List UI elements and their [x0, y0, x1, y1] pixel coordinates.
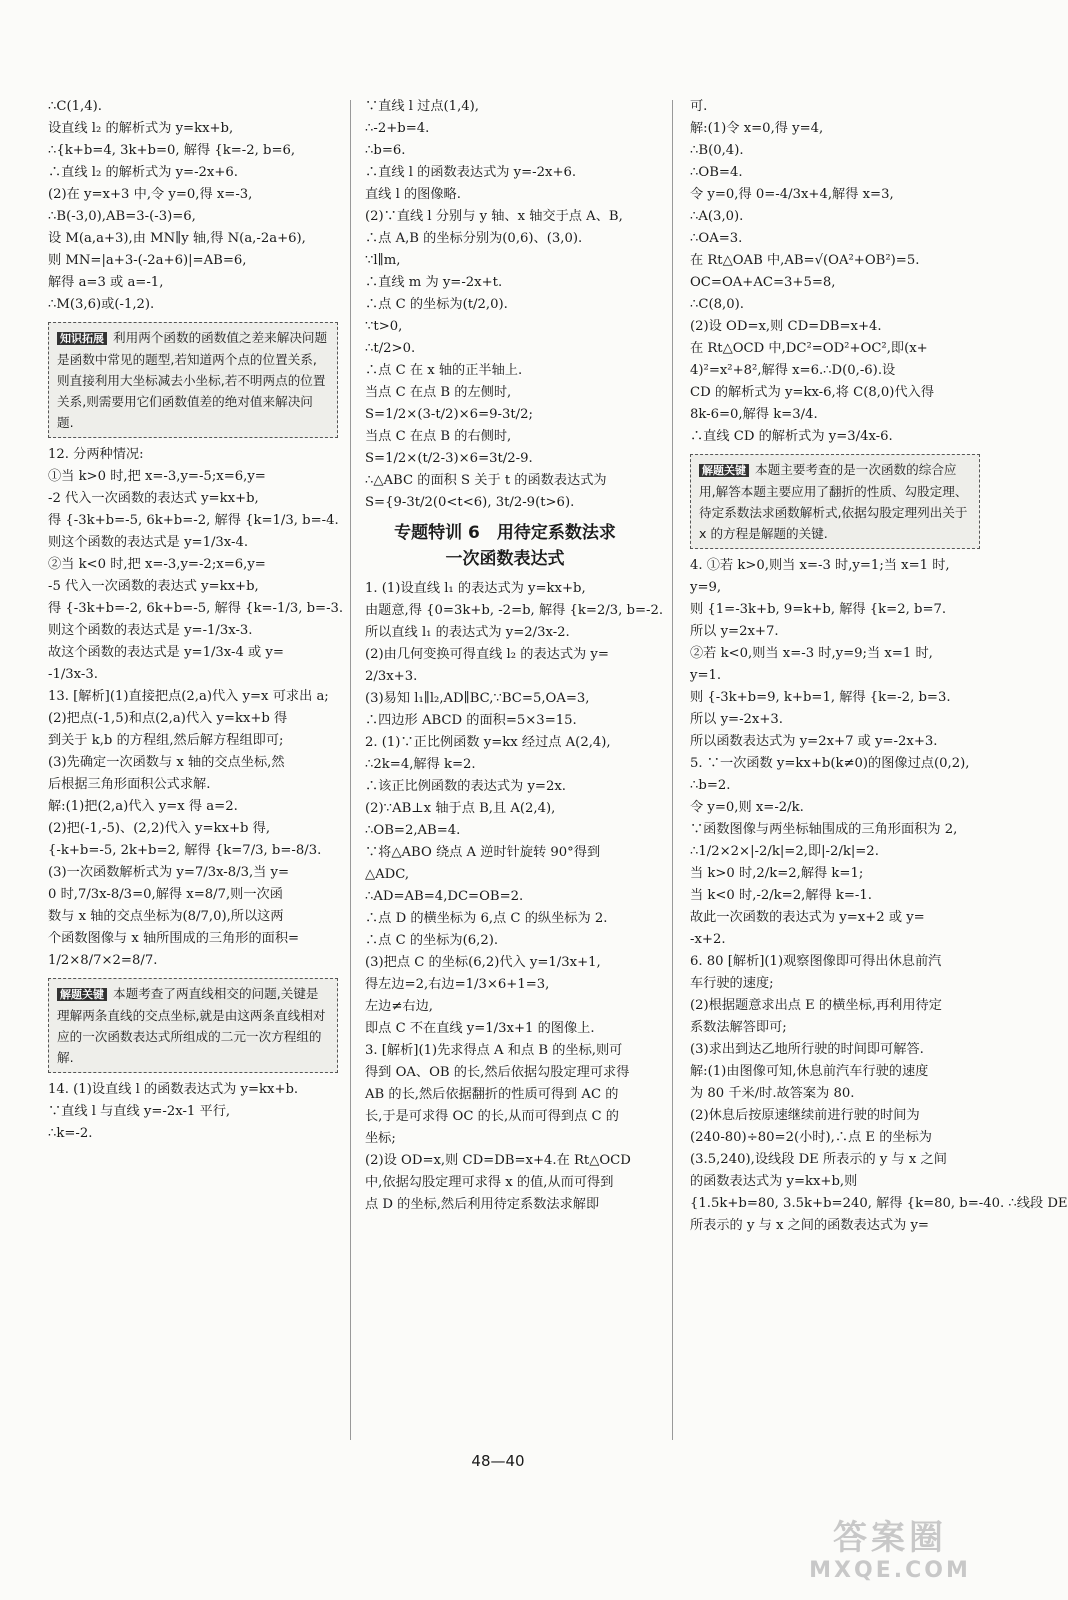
- column-left: [48, 96, 344, 1145]
- text-line: 解:(1)把(2,a)代入 y=x 得 a=2.: [48, 799, 238, 814]
- text-line: 设直线 l₂ 的解析式为 y=kx+b,: [48, 121, 234, 136]
- text-line: 数与 x 轴的交点坐标为(8/7,0),所以这两: [48, 909, 284, 924]
- text-line: -5 代入一次函数的表达式 y=kx+b,: [48, 579, 259, 594]
- text-line: 车行驶的速度;: [690, 976, 774, 991]
- tip-box-key-3: [690, 454, 980, 549]
- text-line: 坐标;: [365, 1131, 396, 1146]
- text-line: 到关于 k,b 的方程组,然后解方程组即可;: [48, 733, 284, 748]
- text-line: (2)把(-1,-5)、(2,2)代入 y=kx+b 得,: [48, 821, 271, 836]
- text-line: 后根据三角形面积公式求解.: [48, 777, 211, 792]
- column-divider-1: [350, 100, 351, 1440]
- text-line: 令 y=0,得 0=-4/3x+4,解得 x=3,: [690, 187, 894, 202]
- text-line: S={9-3t/2(0<t<6), 3t/2-9(t>6).: [365, 495, 575, 510]
- watermark-bottom: MXQE.COM: [809, 1558, 971, 1583]
- text-line: 令 y=0,则 x=-2/k.: [690, 800, 804, 815]
- text-line: △ADC,: [365, 867, 410, 882]
- text-line: -x+2.: [690, 932, 726, 947]
- text-line: 在 Rt△OAB 中,AB=√(OA²+OB²)=5.: [690, 253, 920, 268]
- text-line: 得 {-3k+b=-2, 6k+b=-5, 解得 {k=-1/3, b=-3.: [48, 601, 344, 616]
- text-line: 则 {1=-3k+b, 9=k+b, 解得 {k=2, b=7.: [690, 602, 947, 617]
- text-line: 得到 OA、OB 的长,然后依据勾股定理可求得: [365, 1065, 630, 1080]
- text-line: ∵将△ABO 绕点 A 逆时针旋转 90°得到: [365, 845, 601, 860]
- text-line: 1/2×8/7×2=8/7.: [48, 953, 158, 968]
- text-line: (2)∵直线 l 分别与 y 轴、x 轴交于点 A、B,: [365, 209, 623, 224]
- watermark-top: 答案圈: [833, 1518, 947, 1558]
- text-line: OC=OA+AC=3+5=8,: [690, 275, 836, 290]
- text-line: 当点 C 在点 B 的右侧时,: [365, 429, 512, 444]
- page-number: 48—40: [471, 1452, 525, 1470]
- text-line: 解得 a=3 或 a=-1,: [48, 275, 164, 290]
- text-line: 2/3x+3.: [365, 669, 418, 684]
- text-line: ∴B(0,4).: [690, 143, 744, 158]
- text-line: ∴四边形 ABCD 的面积=5×3=15.: [365, 713, 577, 728]
- text-line: ∴C(8,0).: [690, 297, 744, 312]
- text-line: ∴A(3,0).: [690, 209, 744, 224]
- tip-box-knowledge-tag: 知识拓展: [57, 332, 107, 345]
- text-line: ∴{k+b=4, 3k+b=0, 解得 {k=-2, b=6,: [48, 143, 296, 158]
- tip-box-key-13-text: 本题考查了两直线相交的问题,关键是理解两条直线的交点坐标,就是由这两条直线相对应的一次函数表达式所组成的二元一次方程组的解.: [57, 986, 326, 1065]
- section-heading-line2: 一次函数表达式: [445, 549, 565, 569]
- text-line: (2)由几何变换可得直线 l₂ 的表达式为 y=: [365, 647, 609, 662]
- text-line: 为 80 千米/时.故答案为 80.: [690, 1086, 855, 1101]
- text-line: 中,依据勾股定理可求得 x 的值,从而可得到: [365, 1175, 614, 1190]
- text-line: ∴b=2.: [690, 778, 731, 793]
- text-line: 点 D 的坐标,然后利用待定系数法求解即: [365, 1197, 600, 1212]
- text-line: ②当 k<0 时,把 x=-3,y=-2;x=6,y=: [48, 557, 266, 572]
- tip-box-knowledge: [48, 322, 338, 438]
- text-line: 8k-6=0,解得 k=3/4.: [690, 407, 818, 422]
- text-line: ∴该正比例函数的表达式为 y=2x.: [365, 779, 566, 794]
- text-line: 14. (1)设直线 l 的函数表达式为 y=kx+b.: [48, 1082, 299, 1097]
- text-line: ∴OB=2,AB=4.: [365, 823, 461, 838]
- text-line: 0 时,7/3x-8/3=0,解得 x=8/7,则一次函: [48, 887, 283, 902]
- tip-box-key-3-text: 本题主要考查的是一次函数的综合应用,解答本题主要应用了翻折的性质、勾股定理、待定系数法求函数解析式,依据勾股定理列出关于 x 的方程是解题的关键.: [699, 462, 968, 541]
- text-line: 长,于是可求得 OC 的长,从而可得到点 C 的: [365, 1109, 619, 1124]
- text-line: (2)在 y=x+3 中,令 y=0,得 x=-3,: [48, 187, 253, 202]
- text-line: 即点 C 不在直线 y=1/3x+1 的图像上.: [365, 1021, 595, 1036]
- text-line: 所以直线 l₁ 的表达式为 y=2/3x-2.: [365, 625, 570, 640]
- text-line: ∴点 A,B 的坐标分别为(0,6)、(3,0).: [365, 231, 583, 246]
- text-line: 则 MN=|a+3-(-2a+6)|=AB=6,: [48, 253, 247, 268]
- text-line: 所以 y=2x+7.: [690, 624, 779, 639]
- text-line: ∵函数图像与两坐标轴围成的三角形面积为 2,: [690, 822, 958, 837]
- text-line: ∴OB=4.: [690, 165, 743, 180]
- text-line: (2)根据题意求出点 E 的横坐标,再利用待定: [690, 998, 942, 1013]
- text-line: ∵l∥m,: [365, 253, 401, 268]
- text-line: AB 的长,然后依据翻折的性质可得到 AC 的: [365, 1087, 619, 1102]
- column-divider-2: [672, 100, 673, 1440]
- text-line: 解:(1)由图像可知,休息前汽车行驶的速度: [690, 1064, 929, 1079]
- text-line: 当点 C 在点 B 的左侧时,: [365, 385, 512, 400]
- text-line: (2)设 OD=x,则 CD=DB=x+4.在 Rt△OCD: [365, 1153, 631, 1168]
- text-line: ∴直线 m 为 y=-2x+t.: [365, 275, 503, 290]
- text-line: ∴-2+b=4.: [365, 121, 430, 136]
- text-line: 所以函数表达式为 y=2x+7 或 y=-2x+3.: [690, 734, 938, 749]
- text-line: 在 Rt△OCD 中,DC²=OD²+OC²,即(x+: [690, 341, 928, 356]
- text-line: ∵t>0,: [365, 319, 403, 334]
- text-line: 5. ∵一次函数 y=kx+b(k≠0)的图像过点(0,2),: [690, 756, 970, 771]
- text-line: (3)一次函数解析式为 y=7/3x-8/3,当 y=: [48, 865, 290, 880]
- text-line: ∴t/2>0.: [365, 341, 416, 356]
- text-line: (2)∵AB⊥x 轴于点 B,且 A(2,4),: [365, 801, 556, 816]
- text-line: ∴b=6.: [365, 143, 406, 158]
- tip-box-key-3-tag: 解题关键: [699, 464, 749, 477]
- text-line: ∵直线 l 与直线 y=-2x-1 平行,: [48, 1104, 231, 1119]
- text-line: (3)求出到达乙地所行驶的时间即可解答.: [690, 1042, 924, 1057]
- text-line: 则这个函数的表达式是 y=-1/3x-3.: [48, 623, 253, 638]
- text-line: CD 的解析式为 y=kx-6,将 C(8,0)代入得: [690, 385, 935, 400]
- text-line: ∴点 C 在 x 轴的正半轴上.: [365, 363, 523, 378]
- text-line: (2)休息后按原速继续前进行驶的时间为: [690, 1108, 920, 1123]
- text-line: ∴1/2×2×|-2/k|=2,即|-2/k|=2.: [690, 844, 879, 859]
- text-line: 由题意,得 {0=3k+b, -2=b, 解得 {k=2/3, b=-2.: [365, 603, 664, 618]
- text-line: 1. (1)设直线 l₁ 的表达式为 y=kx+b,: [365, 581, 586, 596]
- text-line: (3)易知 l₁∥l₂,AD∥BC,∵BC=5,OA=3,: [365, 691, 590, 706]
- text-line: 个函数图像与 x 轴所围成的三角形的面积=: [48, 931, 300, 946]
- text-line: ∴AD=AB=4,DC=OB=2.: [365, 889, 524, 904]
- text-line: ∴直线 CD 的解析式为 y=3/4x-6.: [690, 429, 893, 444]
- tip-box-key-13: [48, 978, 338, 1073]
- column-middle: [365, 96, 664, 1216]
- text-line: ∴点 D 的横坐标为 6,点 C 的纵坐标为 2.: [365, 911, 608, 926]
- text-line: ∴直线 l₂ 的解析式为 y=-2x+6.: [48, 165, 238, 180]
- text-line: 的函数表达式为 y=kx+b,则: [690, 1174, 858, 1189]
- text-line: -1/3x-3.: [48, 667, 98, 682]
- text-line: S=1/2×(t/2-3)×6=3t/2-9.: [365, 451, 533, 466]
- text-line: 6. 80 [解析](1)观察图像即可得出休息前汽: [690, 954, 942, 969]
- text-line: (2)把点(-1,5)和点(2,a)代入 y=kx+b 得: [48, 711, 288, 726]
- text-line: {1.5k+b=80, 3.5k+b=240, 解得 {k=80, b=-40. ∴线段 DE: [690, 1196, 1068, 1211]
- text-line: 当 k>0 时,2/k=2,解得 k=1;: [690, 866, 864, 881]
- text-line: 则这个函数的表达式是 y=1/3x-4.: [48, 535, 249, 550]
- text-line: 解:(1)令 x=0,得 y=4,: [690, 121, 824, 136]
- text-line: 4. ①若 k>0,则当 x=-3 时,y=1;当 x=1 时,: [690, 558, 950, 573]
- text-line: 左边≠右边,: [365, 999, 433, 1014]
- text-line: ∵直线 l 过点(1,4),: [365, 99, 479, 114]
- watermark-logo: [800, 1518, 980, 1588]
- text-line: 可.: [690, 99, 708, 114]
- text-line: (3.5,240),设线段 DE 所表示的 y 与 x 之间: [690, 1152, 947, 1167]
- tip-box-key-13-tag: 解题关键: [57, 988, 107, 1001]
- text-line: 系数法解答即可;: [690, 1020, 787, 1035]
- text-line: ∴点 C 的坐标为(t/2,0).: [365, 297, 508, 312]
- text-line: ∴2k=4,解得 k=2.: [365, 757, 476, 772]
- text-line: (3)把点 C 的坐标(6,2)代入 y=1/3x+1,: [365, 955, 601, 970]
- column-right: [690, 96, 1068, 1237]
- text-line: 则 {-3k+b=9, k+b=1, 解得 {k=-2, b=3.: [690, 690, 951, 705]
- text-line: ∴OA=3.: [690, 231, 743, 246]
- text-line: 设 M(a,a+3),由 MN∥y 轴,得 N(a,-2a+6),: [48, 231, 306, 246]
- text-line: ∴△ABC 的面积 S 关于 t 的函数表达式为: [365, 473, 607, 488]
- text-line: ①当 k>0 时,把 x=-3,y=-5;x=6,y=: [48, 469, 266, 484]
- text-line: y=9,: [690, 580, 722, 595]
- text-line: 得左边=2,右边=1/3×6+1=3,: [365, 977, 550, 992]
- text-line: S=1/2×(3-t/2)×6=9-3t/2;: [365, 407, 533, 422]
- text-line: 当 k<0 时,-2/k=2,解得 k=-1.: [690, 888, 872, 903]
- text-line: 13. [解析](1)直接把点(2,a)代入 y=x 可求出 a;: [48, 689, 329, 704]
- text-line: (2)设 OD=x,则 CD=DB=x+4.: [690, 319, 882, 334]
- section-heading: [365, 520, 645, 572]
- text-line: -2 代入一次函数的表达式 y=kx+b,: [48, 491, 259, 506]
- text-line: ∴k=-2.: [48, 1126, 93, 1141]
- text-line: 3. [解析](1)先求得点 A 和点 B 的坐标,则可: [365, 1043, 623, 1058]
- text-line: 所表示的 y 与 x 之间的函数表达式为 y=: [690, 1218, 929, 1233]
- text-line: 2. (1)∵正比例函数 y=kx 经过点 A(2,4),: [365, 735, 611, 750]
- text-line: 故这个函数的表达式是 y=1/3x-4 或 y=: [48, 645, 284, 660]
- text-line: y=1.: [690, 668, 722, 683]
- text-line: {-k+b=-5, 2k+b=2, 解得 {k=7/3, b=-8/3.: [48, 843, 322, 858]
- text-line: 故此一次函数的表达式为 y=x+2 或 y=: [690, 910, 925, 925]
- text-line: ∴M(3,6)或(-1,2).: [48, 297, 155, 312]
- text-line: ②若 k<0,则当 x=-3 时,y=9;当 x=1 时,: [690, 646, 933, 661]
- text-line: ∴B(-3,0),AB=3-(-3)=6,: [48, 209, 196, 224]
- text-line: 12. 分两种情况:: [48, 447, 144, 462]
- text-line: (3)先确定一次函数与 x 轴的交点坐标,然: [48, 755, 285, 770]
- text-line: 4)²=x²+8²,解得 x=6.∴D(0,-6).设: [690, 363, 896, 378]
- text-line: ∴C(1,4).: [48, 99, 102, 114]
- text-line: ∴点 C 的坐标为(6,2).: [365, 933, 499, 948]
- tip-box-knowledge-text: 利用两个函数的函数值之差来解决问题是函数中常见的题型,若知道两个点的位置关系,则直接利用大坐标减去小坐标,若不明两点的位置关系,则需要用它们函数值差的绝对值来解决问题.: [57, 330, 328, 430]
- text-line: (240-80)÷80=2(小时),∴点 E 的坐标为: [690, 1130, 932, 1145]
- text-line: 所以 y=-2x+3.: [690, 712, 783, 727]
- text-line: 直线 l 的图像略.: [365, 187, 461, 202]
- section-heading-line1: 专题特训 6 用待定系数法求: [394, 523, 616, 543]
- text-line: 得 {-3k+b=-5, 6k+b=-2, 解得 {k=1/3, b=-4.: [48, 513, 339, 528]
- text-line: ∴直线 l 的函数表达式为 y=-2x+6.: [365, 165, 577, 180]
